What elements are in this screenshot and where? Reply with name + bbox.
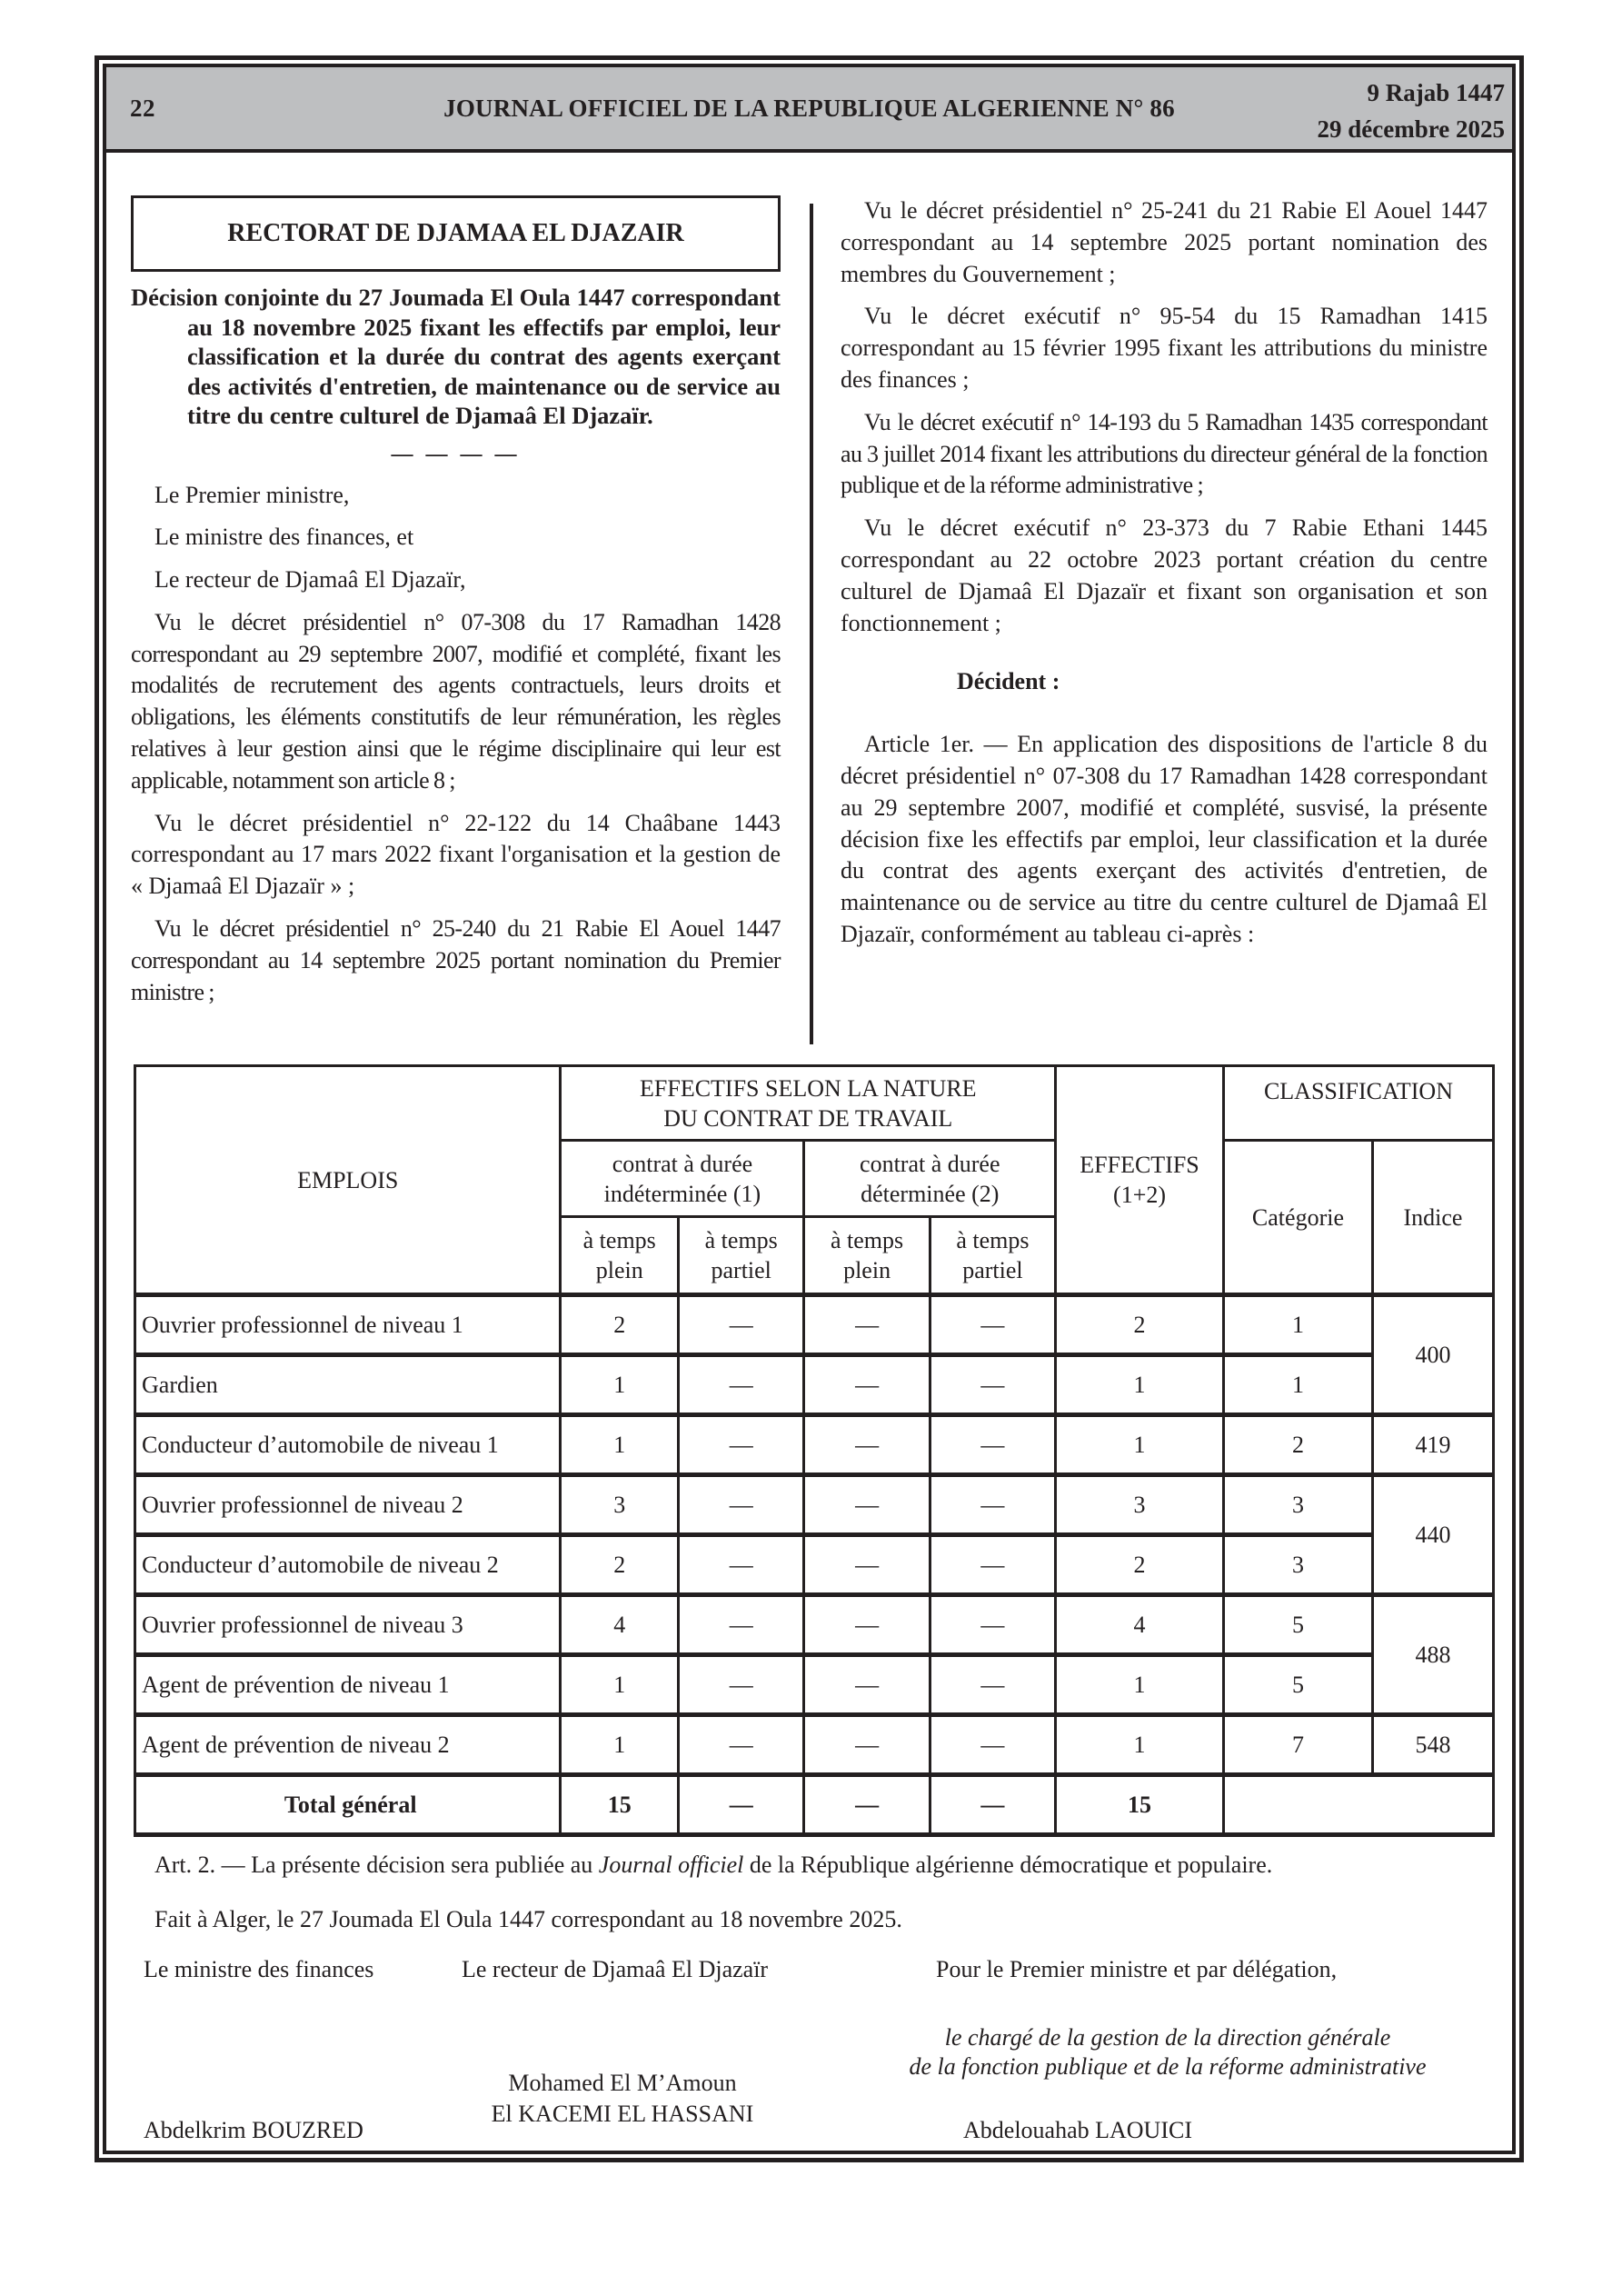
- header-effectifs-nature: [561, 1066, 1056, 1141]
- table-row: [135, 1355, 1494, 1415]
- signature-title: Le ministre des finances: [144, 1956, 374, 1982]
- fait-a-alger: Fait à Alger, le 27 Joumada El Oula 1447 correspondant au 18 novembre 2025.: [154, 1906, 902, 1932]
- cell-cdd-partiel: —: [930, 1595, 1055, 1655]
- header-cdd: [804, 1141, 1056, 1217]
- header-text: DU CONTRAT DE TRAVAIL: [663, 1104, 953, 1132]
- cell-emploi: Agent de prévention de niveau 1: [135, 1655, 561, 1715]
- cell-categorie: 7: [1223, 1715, 1372, 1775]
- header-text: contrat à durée: [860, 1150, 1000, 1177]
- cell-cdi-plein: 2: [561, 1535, 679, 1595]
- cell-total: 1: [1056, 1415, 1224, 1475]
- cell-categorie: 1: [1223, 1355, 1372, 1415]
- signature-name: [473, 2068, 772, 2130]
- cell-cdd-partiel: —: [930, 1535, 1055, 1595]
- cell-cdi-partiel: —: [679, 1775, 804, 1835]
- cell-categorie: 5: [1223, 1655, 1372, 1715]
- signatory-line: Le recteur de Djamaâ El Djazaïr,: [154, 566, 466, 594]
- cell-cdi-plein: 15: [561, 1775, 679, 1835]
- cell-cdd-partiel: —: [930, 1295, 1055, 1355]
- table-header-row: [135, 1066, 1494, 1141]
- header-cdd-plein: [804, 1217, 930, 1295]
- cell-cdd-partiel: —: [930, 1715, 1055, 1775]
- cell-cdi-plein: 1: [561, 1415, 679, 1475]
- column-divider: [810, 204, 813, 1044]
- header-text: à temps: [956, 1227, 1030, 1253]
- cell-total-label: Total général: [135, 1775, 561, 1835]
- header-effectifs-total: [1056, 1066, 1224, 1295]
- delegation-line: le chargé de la gestion de la direction générale: [944, 2024, 1391, 2051]
- journal-title: JOURNAL OFFICIEL DE LA REPUBLIQUE ALGERIENNE N° 86: [443, 95, 1175, 122]
- article-2-text: Art. 2. — La présente décision sera publiée au: [154, 1852, 599, 1878]
- signature-title: Le recteur de Djamaâ El Djazaïr: [462, 1956, 769, 1982]
- header-text: à temps: [582, 1227, 656, 1253]
- signatory-line: Le ministre des finances, et: [154, 524, 414, 551]
- header-text: EFFECTIFS SELON LA NATURE: [640, 1074, 977, 1102]
- cell-emploi: Conducteur d’automobile de niveau 2: [135, 1535, 561, 1595]
- issue-dates: [1318, 75, 1505, 147]
- cell-cdi-partiel: —: [679, 1355, 804, 1415]
- cell-emploi: Gardien: [135, 1355, 561, 1415]
- cell-indice: 419: [1372, 1415, 1493, 1475]
- date-gregorian: 29 décembre 2025: [1317, 115, 1505, 143]
- decision-title: Décision conjointe du 27 Joumada El Oula 1447 correspondant au 18 novembre 2025 fixant les effectifs par emploi, leur classification et la durée du contrat des agents exerçant des activités d'entretien, de maintenance ou de service au titre du centre culturel de Djamaâ El Djazaïr.: [131, 284, 781, 429]
- visa-paragraph: Vu le décret exécutif n° 23-373 du 7 Rabie Ethani 1445 correspondant au 22 octobre 2023 portant création du centre culturel de Djamaâ El Djazaïr et fixant son organisation et son fonctionnement ;: [841, 514, 1488, 636]
- table-row: [135, 1415, 1494, 1475]
- cell-categorie: 3: [1223, 1475, 1372, 1535]
- right-column: [841, 195, 1488, 962]
- effectifs-table: [134, 1064, 1495, 1837]
- cell-cdi-partiel: —: [679, 1415, 804, 1475]
- header-text: partiel: [711, 1257, 771, 1283]
- header-categorie: Catégorie: [1223, 1141, 1372, 1295]
- signature-name: Abdelouahab LAOUICI: [963, 2117, 1192, 2143]
- cell-categorie: 3: [1223, 1535, 1372, 1595]
- signature-name: Abdelkrim BOUZRED: [144, 2117, 363, 2143]
- page-number: 22: [130, 95, 155, 122]
- cell-total: 3: [1056, 1475, 1224, 1535]
- header-text: partiel: [962, 1257, 1023, 1283]
- signature-name-line: Mohamed El M’Amoun: [508, 2070, 737, 2096]
- cell-emploi: Agent de prévention de niveau 2: [135, 1715, 561, 1775]
- cell-total: 2: [1056, 1535, 1224, 1595]
- cell-cdi-plein: 4: [561, 1595, 679, 1655]
- delegation-line: de la fonction publique et de la réforme administrative: [909, 2053, 1427, 2080]
- article-2: [154, 1850, 1272, 1881]
- cell-cdi-partiel: —: [679, 1595, 804, 1655]
- visa-paragraph: Vu le décret présidentiel n° 22-122 du 14 Chaâbane 1443 correspondant au 17 mars 2022 fixant l'organisation et la gestion de « Djamaâ El Djazaïr » ;: [131, 809, 781, 900]
- signature-title: Pour le Premier ministre et par délégation,: [936, 1956, 1338, 1982]
- header-text: (1+2): [1113, 1182, 1167, 1208]
- cell-cdi-partiel: —: [679, 1655, 804, 1715]
- section-title: RECTORAT DE DJAMAA EL DJAZAIR: [131, 195, 781, 272]
- journal-header: [103, 64, 1516, 153]
- cell-indice: 488: [1372, 1595, 1493, 1715]
- visa-paragraph: Vu le décret exécutif n° 14-193 du 5 Ramadhan 1435 correspondant au 3 juillet 2014 fixant les attributions du directeur général de la fonction publique et de la réforme administrative ;: [841, 408, 1488, 499]
- cell-cdd-plein: —: [804, 1475, 930, 1535]
- article-2-journal: Journal officiel: [598, 1852, 744, 1878]
- table-row: [135, 1715, 1494, 1775]
- header-text: plein: [595, 1257, 643, 1283]
- cell-cdi-partiel: —: [679, 1475, 804, 1535]
- cell-cdd-plein: —: [804, 1595, 930, 1655]
- cell-cdd-partiel: —: [930, 1775, 1055, 1835]
- cell-categorie: 2: [1223, 1415, 1372, 1475]
- table-row: [135, 1655, 1494, 1715]
- cell-total: 1: [1056, 1355, 1224, 1415]
- visa-paragraph: Vu le décret présidentiel n° 25-241 du 21 Rabie El Aouel 1447 correspondant au 14 septembre 2025 portant nomination des membres du Gouvernement ;: [841, 197, 1488, 287]
- cell-emploi: Ouvrier professionnel de niveau 2: [135, 1475, 561, 1535]
- separator: — — — —: [391, 442, 521, 466]
- signatory-line: Le Premier ministre,: [154, 481, 350, 508]
- header-text: plein: [843, 1257, 891, 1283]
- cell-cdd-plein: —: [804, 1355, 930, 1415]
- cell-cdi-partiel: —: [679, 1715, 804, 1775]
- signature-delegation: [859, 2023, 1477, 2081]
- cell-cdi-partiel: —: [679, 1535, 804, 1595]
- cell-cdd-plein: —: [804, 1415, 930, 1475]
- cell-total: 15: [1056, 1775, 1224, 1835]
- visa-paragraph: Vu le décret présidentiel n° 25-240 du 21 Rabie El Aouel 1447 correspondant au 14 septembre 2025 portant nomination du Premier ministre ;: [131, 915, 781, 1005]
- signature-name-line: El KACEMI EL HASSANI: [491, 2101, 754, 2127]
- header-text: contrat à durée: [612, 1150, 753, 1177]
- visa-paragraph: Vu le décret présidentiel n° 07-308 du 17 Ramadhan 1428 correspondant au 29 septembre 2007, modifié et complété, fixant les modalités de recrutement des agents contractuels, leurs droits et obligations, les éléments constitutifs de leur rémunération, les règles relatives à leur gestion ainsi que le régime disciplinaire qui leur est applicable, notamment son article 8 ;: [131, 608, 781, 794]
- cell-classification-empty: [1223, 1775, 1493, 1835]
- cell-cdd-plein: —: [804, 1535, 930, 1595]
- cell-cdi-plein: 1: [561, 1715, 679, 1775]
- header-emplois: EMPLOIS: [135, 1066, 561, 1295]
- cell-indice: 400: [1372, 1295, 1493, 1415]
- header-text: à temps: [704, 1227, 778, 1253]
- article-2-text: de la République algérienne démocratique et populaire.: [743, 1852, 1273, 1878]
- cell-cdd-partiel: —: [930, 1475, 1055, 1535]
- cell-cdi-plein: 2: [561, 1295, 679, 1355]
- cell-cdd-partiel: —: [930, 1415, 1055, 1475]
- cell-total: 1: [1056, 1715, 1224, 1775]
- header-cdi: [561, 1141, 804, 1217]
- header-text: déterminée (2): [861, 1180, 1000, 1207]
- cell-total: 1: [1056, 1655, 1224, 1715]
- header-text: à temps: [831, 1227, 904, 1253]
- cell-cdi-plein: 3: [561, 1475, 679, 1535]
- cell-categorie: 1: [1223, 1295, 1372, 1355]
- cell-total: 4: [1056, 1595, 1224, 1655]
- cell-emploi: Ouvrier professionnel de niveau 1: [135, 1295, 561, 1355]
- header-classification: CLASSIFICATION: [1223, 1066, 1493, 1141]
- table-row: [135, 1295, 1494, 1355]
- cell-cdi-plein: 1: [561, 1355, 679, 1415]
- cell-categorie: 5: [1223, 1595, 1372, 1655]
- date-hijri: 9 Rajab 1447: [1367, 79, 1505, 106]
- header-text: indéterminée (1): [603, 1180, 761, 1207]
- cell-cdi-partiel: —: [679, 1295, 804, 1355]
- table-row: [135, 1595, 1494, 1655]
- cell-cdd-plein: —: [804, 1295, 930, 1355]
- cell-cdd-plein: —: [804, 1715, 930, 1775]
- cell-cdi-plein: 1: [561, 1655, 679, 1715]
- decident-heading: Décident :: [957, 668, 1060, 695]
- article-1: Article 1er. — En application des dispositions de l'article 8 du décret présidentiel n° 07-308 du 17 Ramadhan 1428 correspondant au 29 septembre 2007, modifié et complété, susvisé, la présente décision fixe les effectifs par emploi, leur classification et la durée du contrat des agents exerçant des activités d'entretien, de maintenance ou de service au titre du centre culturel de Djamaâ El Djazaïr, conformément au tableau ci-après :: [841, 731, 1488, 947]
- cell-cdd-plein: —: [804, 1775, 930, 1835]
- cell-indice: 440: [1372, 1475, 1493, 1595]
- left-column: [131, 195, 781, 1019]
- table-row: [135, 1535, 1494, 1595]
- header-cdi-plein: [561, 1217, 679, 1295]
- cell-emploi: Ouvrier professionnel de niveau 3: [135, 1595, 561, 1655]
- cell-emploi: Conducteur d’automobile de niveau 1: [135, 1415, 561, 1475]
- cell-cdd-partiel: —: [930, 1655, 1055, 1715]
- header-cdi-partiel: [679, 1217, 804, 1295]
- header-text: EFFECTIFS: [1080, 1152, 1199, 1178]
- table-row: [135, 1475, 1494, 1535]
- cell-cdd-plein: —: [804, 1655, 930, 1715]
- header-indice: Indice: [1372, 1141, 1493, 1295]
- cell-total: 2: [1056, 1295, 1224, 1355]
- cell-cdd-partiel: —: [930, 1355, 1055, 1415]
- cell-indice: 548: [1372, 1715, 1493, 1775]
- table-total-row: [135, 1775, 1494, 1835]
- header-cdd-partiel: [930, 1217, 1055, 1295]
- visa-paragraph: Vu le décret exécutif n° 95-54 du 15 Ramadhan 1415 correspondant au 15 février 1995 fixant les attributions du ministre des finances ;: [841, 303, 1488, 393]
